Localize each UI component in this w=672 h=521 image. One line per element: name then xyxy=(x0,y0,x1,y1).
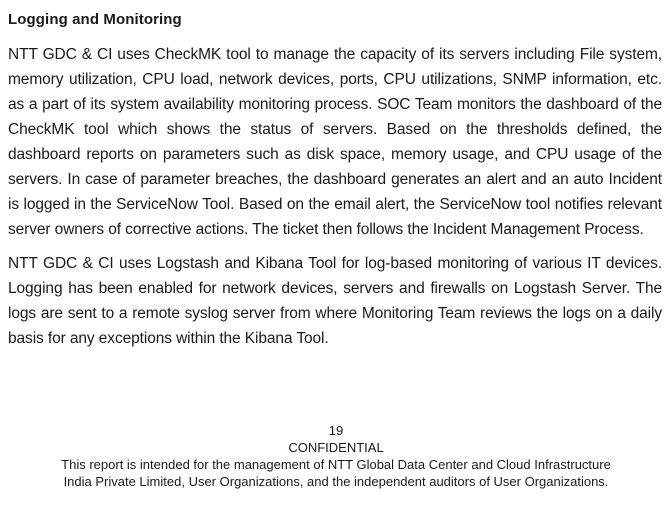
paragraph-logstash-kibana: NTT GDC & CI uses Logstash and Kibana Tool for log-based monitoring of various IT devices. Logging has been enabled for network devices, servers and firewalls on Logstash Server. The logs are sent to a remote syslog server from where Monitoring Team reviews the logs on a daily basis for any exceptions within the Kibana Tool. xyxy=(8,255,662,347)
footer-disclaimer-line-1: This report is intended for the management of NTT Global Data Center and Cloud Infrastructure xyxy=(61,457,611,472)
confidential-label: CONFIDENTIAL xyxy=(288,440,384,455)
paragraph-checkmk-monitoring: NTT GDC & CI uses CheckMK tool to manage the capacity of its servers including File system, memory utilization, CPU load, network devices, ports, CPU utilizations, SNMP information, etc. as a part of its system availability monitoring process. SOC Team monitors the dashboard of the CheckMK tool which shows the status of servers. Based on the thresholds defined, the dashboard reports on parameters such as disk space, memory usage, and CPU usage of the servers. In case of parameter breaches, the dashboard generates an alert and an auto Incident is logged in the ServiceNow Tool. Based on the email alert, the ServiceNow tool notifies relevant server owners of corrective actions. The ticket then follows the Incident Management Process. xyxy=(8,46,662,238)
section-heading: Logging and Monitoring xyxy=(8,11,182,28)
footer-disclaimer-line-2: India Private Limited, User Organizations, and the independent auditors of User Organizations. xyxy=(63,474,609,489)
page-footer xyxy=(0,422,672,490)
page-number: 19 xyxy=(328,423,344,438)
